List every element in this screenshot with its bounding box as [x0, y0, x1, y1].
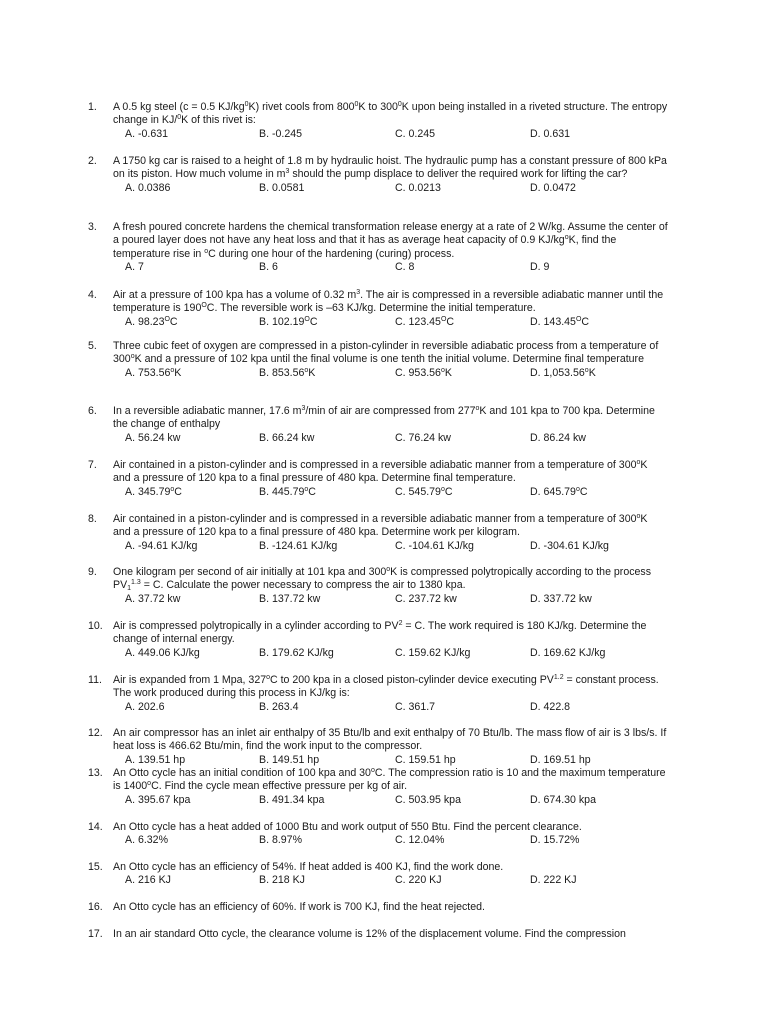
answer-choice: D. 0.631 [530, 127, 571, 140]
question-item [88, 405, 668, 445]
question-number: 7. [88, 459, 97, 471]
answer-choices [125, 182, 668, 195]
answer-choices [125, 794, 668, 807]
answer-choices [125, 261, 668, 274]
question-item [88, 901, 668, 914]
answer-choice: B. 445.79$^o$C [259, 485, 316, 498]
answer-choices [125, 486, 668, 499]
question-item [88, 513, 668, 553]
question-text: A 1750 kg car is raised to a height of 1.8 m by hydraulic hoist. The hydraulic pump has a constant pressure of 800 kPa on its piston. How much volume in $m^3$ should the pump displace to deliver the required work for lifting the car? [113, 155, 667, 181]
answer-choice: A. 395.67 kpa [125, 793, 191, 806]
question-number: 10. [88, 620, 103, 632]
answer-choice: D. 645.79$^o$C [530, 485, 588, 498]
answer-choices [125, 316, 668, 329]
answer-choice: D. 169.51 hp [530, 753, 591, 766]
question-text: A 0.5 kg steel (c = 0.5 $KJ/kg^0K$) rivet cools from $800^0K$ to $300^0K$ upon being installed in a riveted structure. The entropy change in KJ/$^0$K of this rivet is: [113, 101, 668, 127]
answer-choices [125, 647, 668, 660]
question-number: 4. [88, 289, 97, 301]
answer-choice: B. 853.56$^o$K [259, 366, 316, 379]
question-number: 1. [88, 101, 97, 113]
question-text: In a reversible adiabatic manner, 17.6 $m^3/\min$ of air are compressed from 277$^o$K and 101 kpa to 700 kpa. Determine the change of enthalpy [113, 405, 655, 431]
answer-choice: C. 361.7 [395, 700, 436, 713]
question-number: 17. [88, 928, 103, 940]
answer-choice: D. $143.45^OC$ [530, 315, 590, 328]
answer-choice: D. 422.8 [530, 700, 571, 713]
question-number: 3. [88, 221, 97, 233]
answer-choice: D. 337.72 kw [530, 592, 592, 605]
question-number: 11. [88, 674, 102, 686]
question-text: Three cubic feet of oxygen are compressed in a piston-cylinder in reversible adiabatic process from a temperature of 300$^o$K and a pressure of 102 kpa until the final volume is one tenth the initial volume. Determine final temperature [113, 340, 659, 366]
answer-choice: B. -0.245 [259, 127, 302, 140]
question-item [88, 459, 668, 499]
answer-choice: C. 12.04% [395, 834, 445, 847]
question-item [88, 767, 668, 807]
question-number: 13. [88, 767, 103, 779]
answer-choice: C. 159.62 KJ/kg [395, 646, 471, 659]
answer-choice: A. 216 KJ [125, 874, 171, 887]
question-number: 12. [88, 727, 103, 739]
answer-choice: D. 0.0472 [530, 181, 576, 194]
question-text: An Otto cycle has an efficiency of 54%. If heat added is 400 KJ, find the work done. [113, 861, 504, 873]
answer-choice: A. 753.56$^o$K [125, 366, 182, 379]
question-item [88, 340, 668, 380]
answer-choices [125, 540, 668, 553]
answer-choice: C. 503.95 kpa [395, 793, 461, 806]
question-text: Air is compressed polytropically in a cylinder according to $PV^2 = C$. The work required is 180 KJ/kg. Determine the change of internal energy. [113, 620, 647, 646]
answer-choices [125, 128, 668, 141]
answer-choice: C. 159.51 hp [395, 753, 456, 766]
question-number: 9. [88, 566, 97, 578]
answer-choice: D. 674.30 kpa [530, 793, 596, 806]
answer-choice: A. -94.61 KJ/kg [125, 539, 198, 552]
question-number: 6. [88, 405, 97, 417]
question-text: Air is expanded from 1 Mpa, 327$^o$C to 200 kpa in a closed piston-cylinder device executing $PV^{1.2}$ = constant process. The work produced during this process in KJ/kg is: [113, 674, 659, 700]
answer-choices [125, 701, 668, 714]
answer-choice: A. 37.72 kw [125, 592, 181, 605]
answer-choice: C. 953.56$^o$K [395, 366, 452, 379]
answer-choices [125, 834, 668, 847]
question-text: An Otto cycle has an efficiency of 60%. If work is 700 KJ, find the heat rejected. [113, 901, 485, 913]
question-item [88, 620, 668, 660]
answer-choices [125, 432, 668, 445]
answer-choice: A. 139.51 hp [125, 753, 186, 766]
answer-choice: B. 8.97% [259, 834, 302, 847]
answer-choice: A. 6.32% [125, 834, 168, 847]
question-item [88, 566, 668, 606]
answer-choice: A. 56.24 kw [125, 431, 181, 444]
answer-choice: D. 9 [530, 261, 550, 274]
question-item [88, 221, 668, 275]
question-text: An Otto cycle has a heat added of 1000 Btu and work output of 550 Btu. Find the percent clearance. [113, 821, 582, 833]
answer-choice: D. 86.24 kw [530, 431, 586, 444]
question-text: In an air standard Otto cycle, the clearance volume is 12% of the displacement volume. Find the compression [113, 928, 626, 940]
answer-choice: C. 237.72 kw [395, 592, 457, 605]
question-text: Air contained in a piston-cylinder and is compressed in a reversible adiabatic manner from a temperature of 300$^o$K and a pressure of 120 kpa to a final pressure of 480 kpa. Determine final temperature. [113, 459, 648, 485]
question-text: Air contained in a piston-cylinder and is compressed in a reversible adiabatic manner from a temperature of 300$^o$K and a pressure of 120 kpa to a final pressure of 480 kpa. Determine work per kilogram. [113, 513, 648, 539]
question-text: An Otto cycle has an initial condition of 100 kpa and 30$^o$C. The compression ratio is 10 and the maximum temperature is 1400$^o$C. Find the cycle mean effective pressure per kg of air. [113, 767, 666, 793]
answer-choice: D. -304.61 KJ/kg [530, 539, 609, 552]
answer-choice: A. $98.23^OC$ [125, 315, 178, 328]
answer-choice: B. 6 [259, 261, 278, 274]
answer-choice: B. 179.62 KJ/kg [259, 646, 334, 659]
question-text: A fresh poured concrete hardens the chemical transformation release energy at a rate of 2 W/kg. Assume the center of a poured layer does not have any heat loss and that it has as average heat capacity of 0.9 $KJ/kg^oK$, find the temperature rise in $^o$C during one hour of the hardening (curing) process. [113, 221, 668, 260]
question-number: 15. [88, 861, 103, 873]
question-item [88, 674, 668, 714]
question-item [88, 289, 668, 329]
answer-choices [125, 754, 668, 767]
answer-choice: C. 0.245 [395, 127, 436, 140]
answer-choice: C. $123.45^OC$ [395, 315, 455, 328]
answer-choice: B. -124.61 KJ/kg [259, 539, 338, 552]
question-number: 8. [88, 513, 97, 525]
question-item [88, 155, 668, 195]
answer-choice: C. 220 KJ [395, 874, 442, 887]
answer-choice: B. 218 KJ [259, 874, 305, 887]
answer-choice: D. 222 KJ [530, 874, 577, 887]
answer-choices [125, 874, 668, 887]
question-number: 5. [88, 340, 97, 352]
question-number: 14. [88, 821, 103, 833]
question-item [88, 928, 668, 941]
answer-choice: D. 1,053.56$^o$K [530, 366, 596, 379]
answer-choice: B. 66.24 kw [259, 431, 315, 444]
answer-choice: B. 137.72 kw [259, 592, 321, 605]
answer-choices [125, 367, 668, 380]
answer-choice: A. 345.79$^o$C [125, 485, 182, 498]
question-text: An air compressor has an inlet air enthalpy of 35 Btu/lb and exit enthalpy of 70 Btu/lb. The mass flow of air is 3 lbs/s. If heat loss is 466.62 Btu/min, find the work input to the compressor. [113, 727, 667, 753]
answer-choices [125, 593, 668, 606]
answer-choice: D. 169.62 KJ/kg [530, 646, 606, 659]
answer-choice: A. 449.06 KJ/kg [125, 646, 200, 659]
question-item [88, 861, 668, 888]
answer-choice: C. 8 [395, 261, 415, 274]
answer-choice: B. 491.34 kpa [259, 793, 325, 806]
question-item [88, 821, 668, 848]
question-text: Air at a pressure of 100 kpa has a volume of 0.32 $m^3$. The air is compressed in a reversible adiabatic manner until the temperature is $190^OC$. The reversible work is –63 KJ/kg. Determine the initial temperature. [113, 289, 664, 315]
answer-choice: C. -104.61 KJ/kg [395, 539, 474, 552]
answer-choice: A. 202.6 [125, 700, 165, 713]
question-item [88, 727, 668, 767]
answer-choice: C. 545.79$^o$C [395, 485, 453, 498]
answer-choice: D. 15.72% [530, 834, 580, 847]
question-number: 16. [88, 901, 103, 913]
answer-choice: A. 7 [125, 261, 144, 274]
answer-choice: B. 263.4 [259, 700, 299, 713]
answer-choice: C. 0.0213 [395, 181, 441, 194]
answer-choice: C. 76.24 kw [395, 431, 451, 444]
answer-choice: A. -0.631 [125, 127, 168, 140]
answer-choice: B. $102.19^OC$ [259, 315, 318, 328]
question-number: 2. [88, 155, 97, 167]
answer-choice: B. 0.0581 [259, 181, 305, 194]
question-item [88, 101, 668, 141]
answer-choice: A. 0.0386 [125, 181, 171, 194]
question-text: One kilogram per second of air initially at 101 kpa and 300$^o$K is compressed polytropically according to the process $PV_1^{1.3} = C$. Calculate the power necessary to compress the air to 1380 kpa. [113, 566, 652, 593]
answer-choice: B. 149.51 hp [259, 753, 320, 766]
